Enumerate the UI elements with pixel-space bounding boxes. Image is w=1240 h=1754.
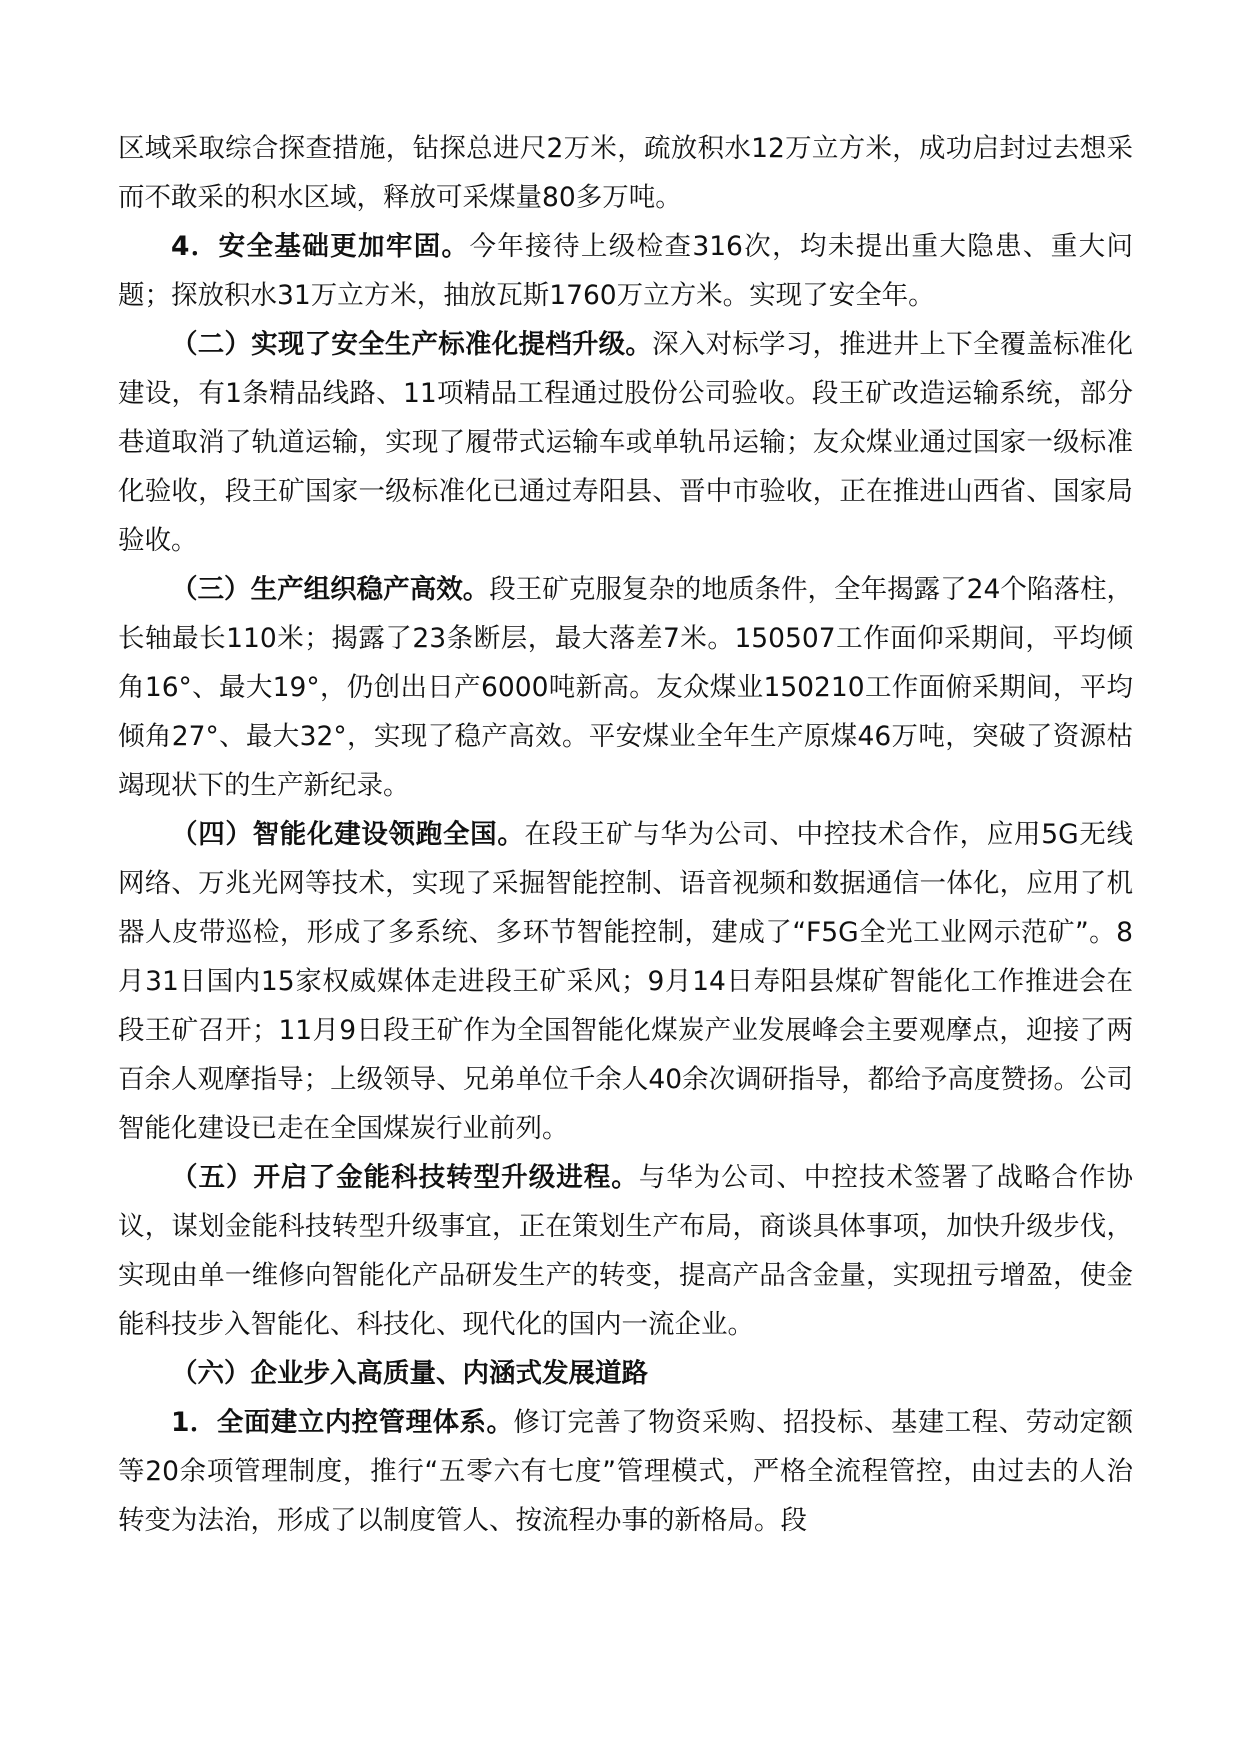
paragraph-8-text: 修订完善了物资采购、招投标、基建工程、劳动定额等20余项管理制度，推行“五零六有七度”管理模式，严格全流程管控，由过去的人治转变为法治，形成了以制度管人、按流程办事的新格局。段 [118,1407,1133,1536]
paragraph-4-lead: （三）生产组织稳产高效。 [171,574,490,605]
paragraph-3-lead: （二）实现了安全生产标准化提档升级。 [171,329,653,360]
paragraph-6-lead: （五）开启了金能科技转型升级进程。 [171,1162,639,1193]
paragraph-3 [118,320,1133,565]
paragraph-5-text: 在段王矿与华为公司、中控技术合作，应用5G无线网络、万兆光网等技术，实现了采掘智能控制、语音视频和数据通信一体化，应用了机器人皮带巡检，形成了多系统、多环节智能控制，建成了“F5G全光工业网示范矿”。8月31日国内15家权威媒体走进段王矿采风；9月14日寿阳县煤矿智能化工作推进会在段王矿召开；11月9日段王矿作为全国智能化煤炭产业发展峰会主要观摩点，迎接了两百余人观摩指导；上级领导、兄弟单位千余人40余次调研指导，都给予高度赞扬。公司智能化建设已走在全国煤炭行业前列。 [118,819,1133,1144]
paragraph-2-lead: 4．安全基础更加牢固。 [171,231,470,262]
paragraph-6 [118,1153,1133,1349]
paragraph-2 [118,222,1133,320]
paragraph-3-text: 深入对标学习，推进井上下全覆盖标准化建设，有1条精品线路、11项精品工程通过股份公司验收。段王矿改造运输系统，部分巷道取消了轨道运输，实现了履带式运输车或单轨吊运输；友众煤业通过国家一级标准化验收，段王矿国家一级标准化已通过寿阳县、晋中市验收，正在推进山西省、国家局验收。 [118,329,1134,556]
paragraph-5 [118,810,1133,1153]
paragraph-4 [118,565,1133,810]
paragraph-1 [118,124,1133,222]
paragraph-8 [118,1398,1133,1545]
paragraph-1-text: 区域采取综合探查措施，钻探总进尺2万米，疏放积水12万立方米，成功启封过去想采而不敢采的积水区域，释放可采煤量80多万吨。 [118,133,1133,213]
paragraph-7 [118,1349,1133,1398]
document-body [118,124,1133,1545]
paragraph-2-text: 今年接待上级检查316次，均未提出重大隐患、重大问题；探放积水31万立方米，抽放瓦斯1760万立方米。实现了安全年。 [118,231,1133,311]
paragraph-4-text: 段王矿克服复杂的地质条件，全年揭露了24个陷落柱，长轴最长110米；揭露了23条断层，最大落差7米。150507工作面仰采期间，平均倾角16°、最大19°，仍创出日产6000吨新高。友众煤业150210工作面俯采期间，平均倾角27°、最大32°，实现了稳产高效。平安煤业全年生产原煤46万吨，突破了资源枯竭现状下的生产新纪录。 [118,574,1133,801]
paragraph-6-text: 与华为公司、中控技术签署了战略合作协议，谋划金能科技转型升级事宜，正在策划生产布局，商谈具体事项，加快升级步伐，实现由单一维修向智能化产品研发生产的转变，提高产品含金量，实现扭亏增盈，使金能科技步入智能化、科技化、现代化的国内一流企业。 [118,1162,1133,1340]
paragraph-5-lead: （四）智能化建设领跑全国。 [171,819,525,850]
paragraph-7-lead: （六）企业步入高质量、内涵式发展道路 [171,1358,648,1389]
paragraph-8-lead: 1．全面建立内控管理体系。 [171,1407,514,1438]
